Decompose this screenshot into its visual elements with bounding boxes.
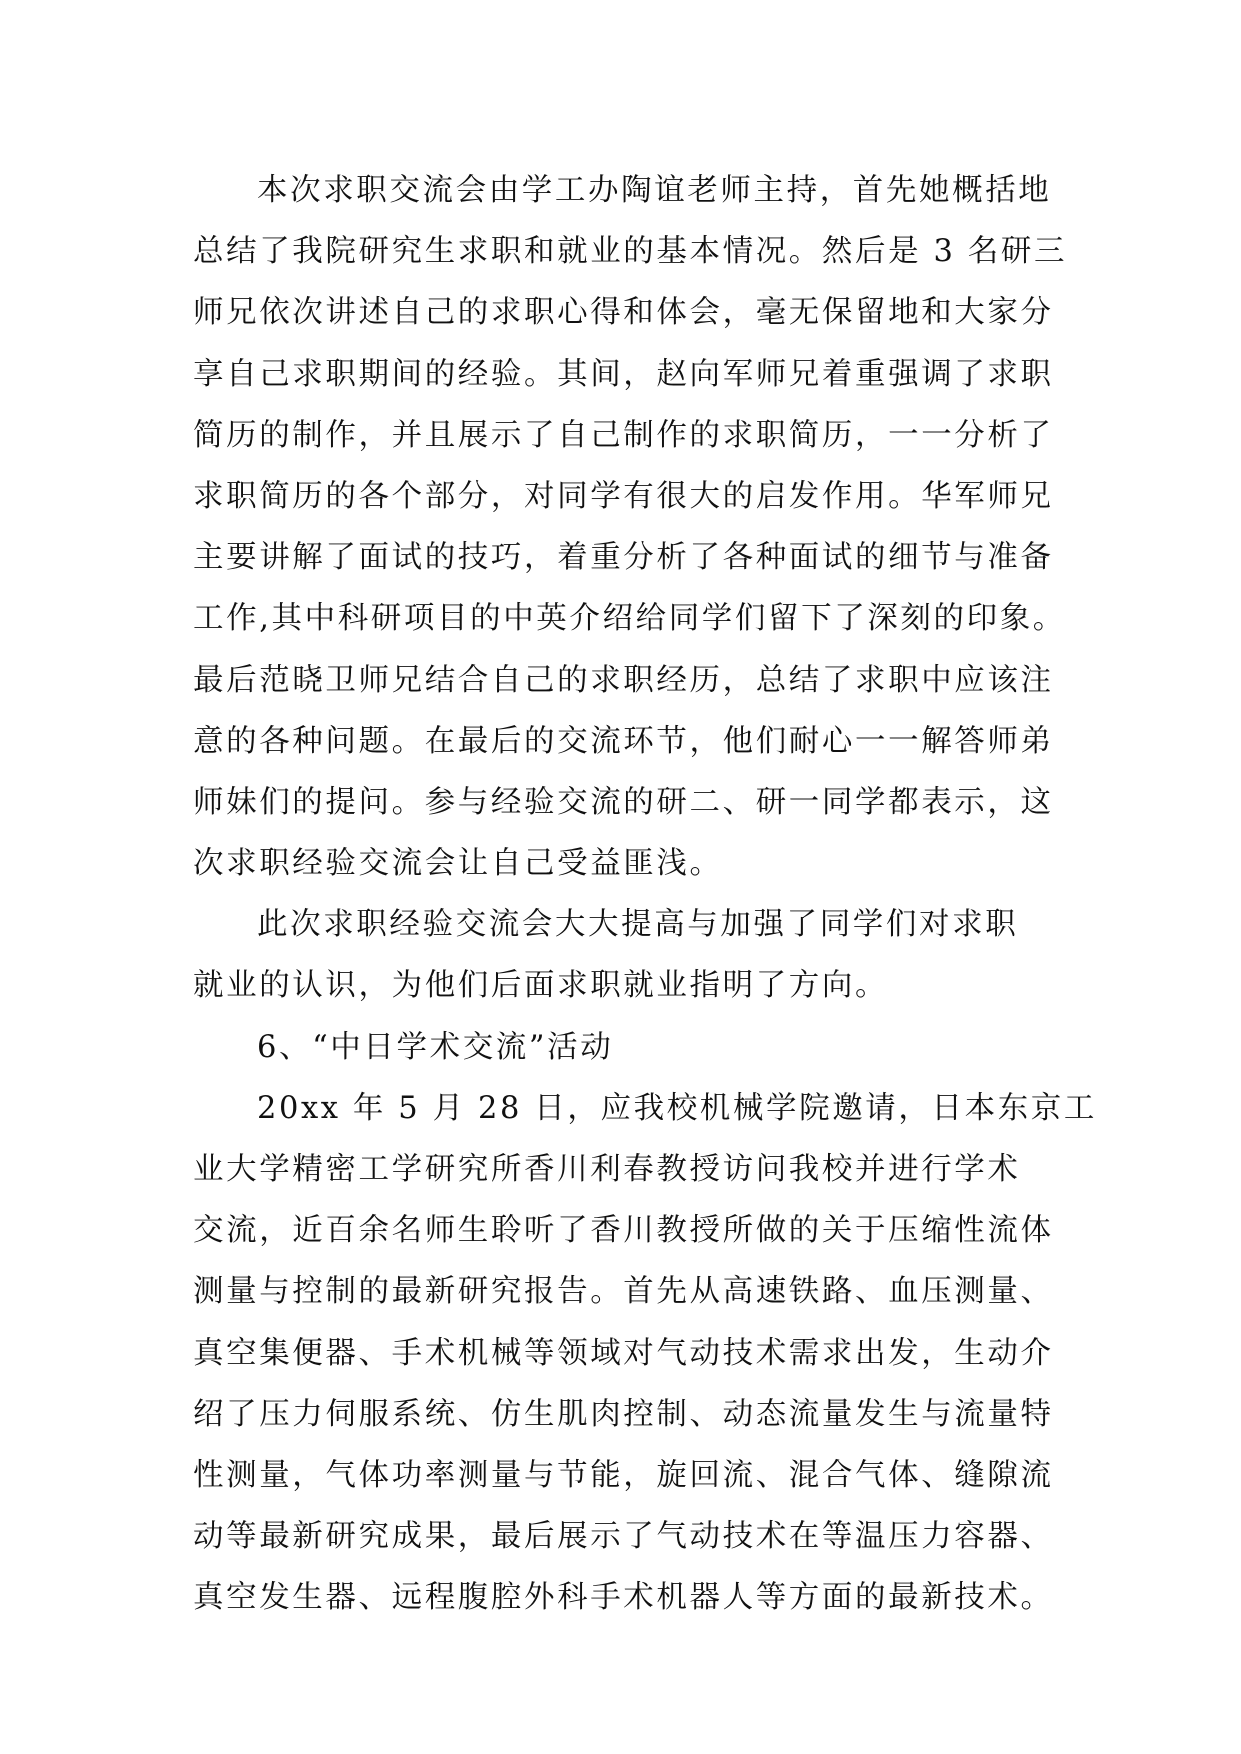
text-line: 20xx 年 5 月 28 日，应我校机械学院邀请，日本东京工 [257,1090,1098,1126]
text-line: 交流，近百余名师生聆听了香川教授所做的关于压缩性流体 [193,1213,1054,1249]
text-line: 工作,其中科研项目的中英介绍给同学们留下了深刻的印象。 [193,601,1066,637]
text-line: 此次求职经验交流会大大提高与加强了同学们对求职 [257,907,1019,943]
body-text [193,160,1098,1629]
text-line: 意的各种问题。在最后的交流环节，他们耐心一一解答师弟 [193,723,1054,759]
section-heading: 6、“中日学术交流”活动 [257,1029,614,1065]
text-line: 性测量，气体功率测量与节能，旋回流、混合气体、缝隙流 [193,1457,1054,1493]
text-line: 主要讲解了面试的技巧，着重分析了各种面试的细节与准备 [193,540,1054,576]
text-line: 师兄依次讲述自己的求职心得和体会，毫无保留地和大家分 [193,295,1054,331]
text-line: 动等最新研究成果，最后展示了气动技术在等温压力容器、 [193,1519,1054,1555]
text-line: 求职简历的各个部分，对同学有很大的启发作用。华军师兄 [193,478,1054,514]
text-line: 次求职经验交流会让自己受益匪浅。 [193,846,723,882]
text-line: 简历的制作，并且展示了自己制作的求职简历，一一分析了 [193,417,1054,453]
text-line: 测量与控制的最新研究报告。首先从高速铁路、血压测量、 [193,1274,1054,1310]
text-line: 绍了压力伺服系统、仿生肌肉控制、动态流量发生与流量特 [193,1396,1054,1432]
text-line: 业大学精密工学研究所香川利春教授访问我校并进行学术 [193,1152,1021,1187]
text-line: 真空发生器、远程腹腔外科手术机器人等方面的最新技术。 [193,1580,1054,1616]
text-line: 总结了我院研究生求职和就业的基本情况。然后是 3 名研三 [193,234,1068,270]
text-line: 享自己求职期间的经验。其间，赵向军师兄着重强调了求职 [193,356,1054,392]
text-line: 本次求职交流会由学工办陶谊老师主持，首先她概括地 [257,173,1052,208]
text-line: 真空集便器、手术机械等领域对气动技术需求出发，生动介 [193,1335,1054,1371]
text-line: 最后范晓卫师兄结合自己的求职经历，总结了求职中应该注 [193,662,1054,698]
text-line: 师妹们的提问。参与经验交流的研二、研一同学都表示，这 [193,784,1054,820]
text-line: 就业的认识，为他们后面求职就业指明了方向。 [193,968,889,1004]
